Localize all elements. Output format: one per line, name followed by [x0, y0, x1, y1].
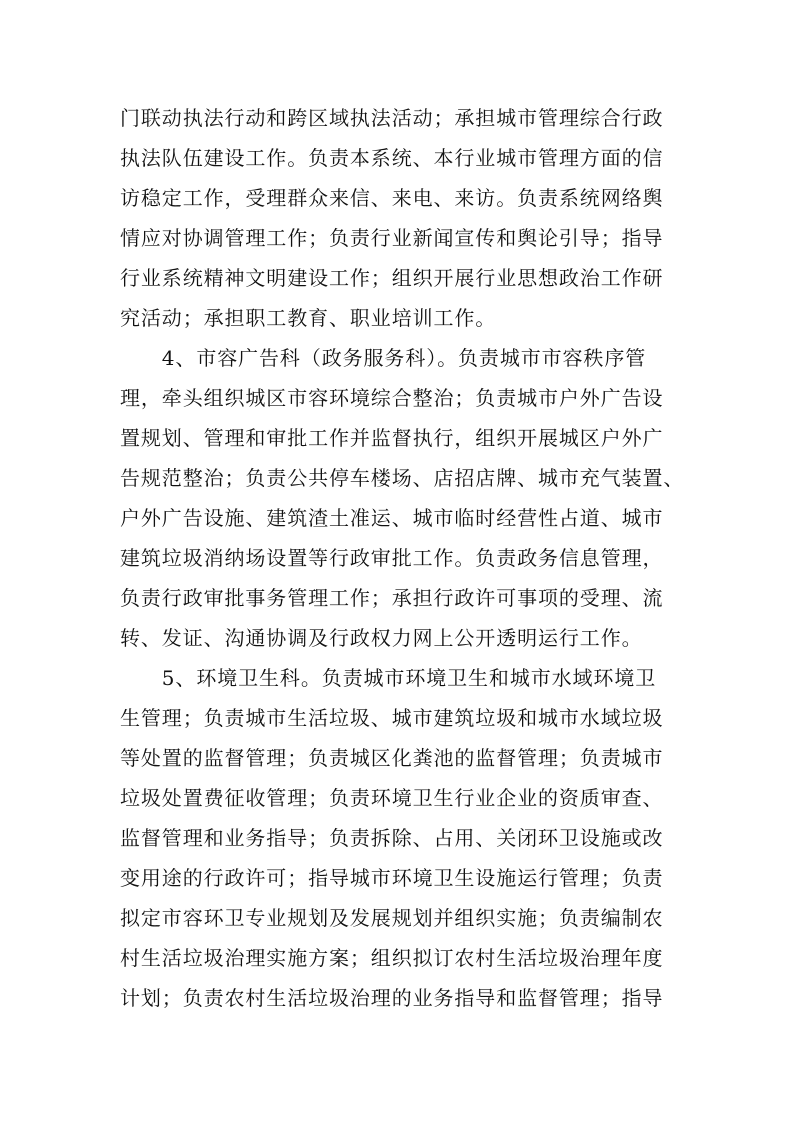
text-line-2: 执法队伍建设工作。负责本系统、本行业城市管理方面的信	[120, 146, 664, 170]
text-line-21: 拟定市容环卫专业规划及发展规划并组织实施；负责编制农	[120, 906, 664, 930]
text-line-17: 等处置的监督管理；负责城区化粪池的监督管理；负责城市	[120, 746, 664, 770]
text-line-8: 理，牵头组织城区市容环境综合整治；负责城市户外广告设	[120, 386, 664, 410]
text-line-12: 建筑垃圾消纳场设置等行政审批工作。负责政务信息管理，	[120, 546, 664, 570]
text-line-13: 负责行政审批事务管理工作；承担行政许可事项的受理、流	[120, 586, 664, 610]
text-line-10: 告规范整治；负责公共停车楼场、店招店牌、城市充气装置、	[120, 466, 685, 490]
text-line-14: 转、发证、沟通协调及行政权力网上公开透明运行工作。	[120, 626, 643, 650]
text-line-7: 4、市容广告科（政务服务科）。负责城市市容秩序管	[120, 346, 647, 370]
text-line-22: 村生活垃圾治理实施方案；组织拟订农村生活垃圾治理年度	[120, 946, 664, 970]
text-line-15: 5、环境卫生科。负责城市环境卫生和城市水域环境卫	[120, 666, 657, 690]
body-text	[120, 98, 690, 1018]
text-line-6: 究活动；承担职工教育、职业培训工作。	[120, 306, 497, 330]
text-line-18: 垃圾处置费征收管理；负责环境卫生行业企业的资质审查、	[120, 786, 664, 810]
text-line-23: 计划；负责农村生活垃圾治理的业务指导和监督管理；指导	[120, 986, 664, 1010]
text-line-9: 置规划、管理和审批工作并监督执行，组织开展城区户外广	[120, 426, 664, 450]
text-line-3: 访稳定工作，受理群众来信、来电、来访。负责系统网络舆	[120, 186, 664, 210]
text-line-4: 情应对协调管理工作；负责行业新闻宣传和舆论引导；指导	[120, 226, 664, 250]
text-line-11: 户外广告设施、建筑渣土准运、城市临时经营性占道、城市	[120, 506, 664, 530]
text-line-16: 生管理；负责城市生活垃圾、城市建筑垃圾和城市水域垃圾	[120, 706, 664, 730]
text-line-20: 变用途的行政许可；指导城市环境卫生设施运行管理；负责	[120, 866, 664, 890]
text-line-19: 监督管理和业务指导；负责拆除、占用、关闭环卫设施或改	[120, 826, 664, 850]
text-line-1: 门联动执法行动和跨区域执法活动；承担城市管理综合行政	[120, 106, 664, 130]
text-line-5: 行业系统精神文明建设工作；组织开展行业思想政治工作研	[120, 266, 664, 290]
